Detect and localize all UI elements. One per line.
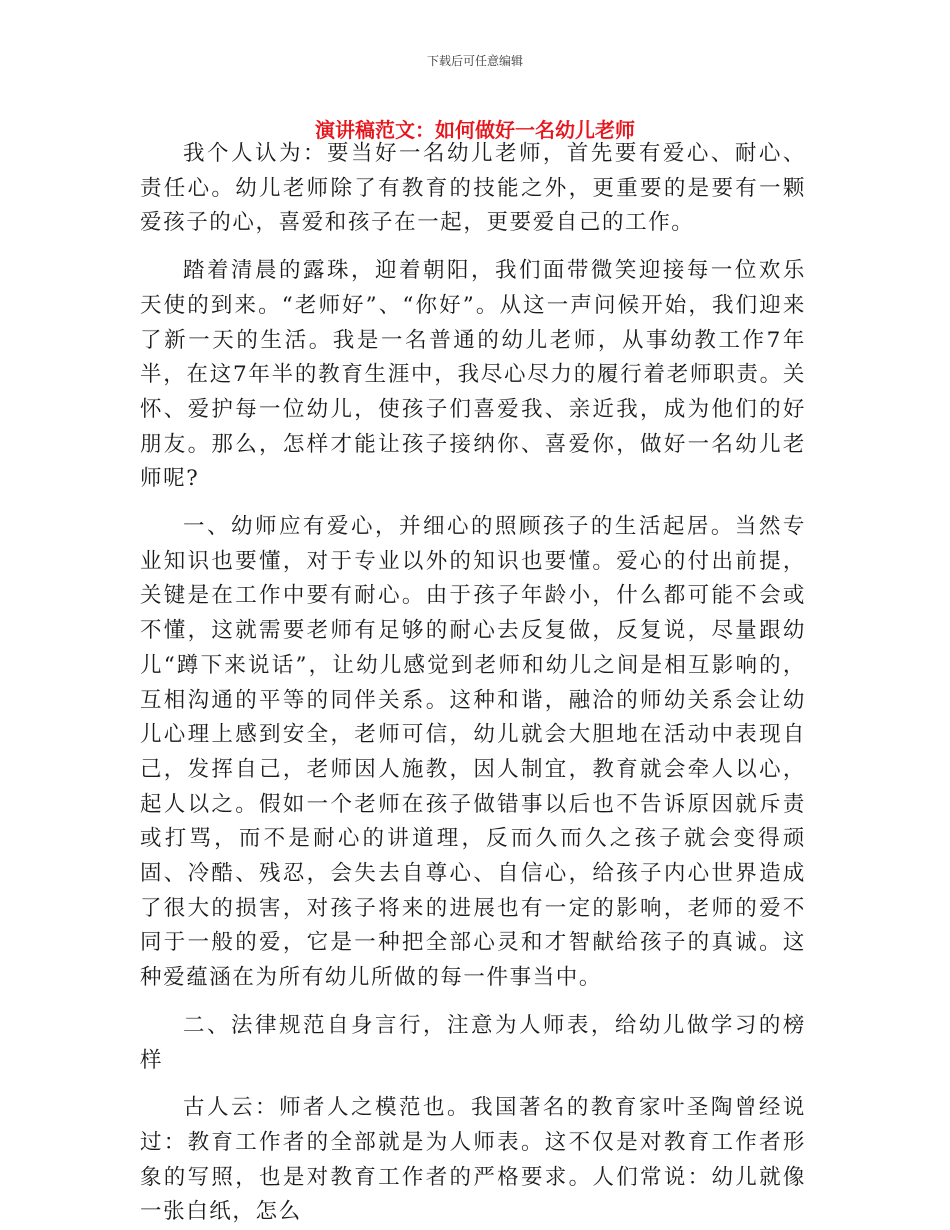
paragraph-3: 一、幼师应有爱心，并细心的照顾孩子的生活起居。当然专业知识也要懂，对于专业以外的知识也要懂。爱心的付出前提，关键是在工作中要有耐心。由于孩子年龄小，什么都可能不会或不懂，这就需要老师有足够的耐心去反复做，反复说，尽量跟幼儿“蹲下来说话”，让幼儿感觉到老师和幼儿之间是相互影响的，互相沟通的平等的同伴关系。这种和谐，融洽的师幼关系会让幼儿心理上感到安全，老师可信，幼儿就会大胆地在活动中表现自己，发挥自己，老师因人施教，因人制宜，教育就会牵人以心，起人以之。假如一个老师在孩子做错事以后也不告诉原因就斥责或打骂，而不是耐心的讲道理，反而久而久之孩子就会变得顽固、冷酷、残忍，会失去自尊心、自信心，给孩子内心世界造成了很大的损害，对孩子将来的进展也有一定的影响，老师的爱不同于一般的爱，它是一种把全部心灵和才智献给孩子的真诚。这种爱蕴涵在为所有幼儿所做的每一件事当中。 xyxy=(140,514,806,991)
paragraph-2: 踏着清晨的露珠，迎着朝阳，我们面带微笑迎接每一位欢乐天使的到来。“老师好”、“你好”。从这一声问候开始，我们迎来了新一天的生活。我是一名普通的幼儿老师，从事幼教工作7年半，在这7年半的教育生涯中，我尽心尽力的履行着老师职责。关怀、爱护每一位幼儿，使孩子们喜爱我、亲近我，成为他们的好朋友。那么，怎样才能让孩子接纳你、喜爱你，做好一名幼儿老师呢? xyxy=(140,258,806,492)
document-body xyxy=(140,137,806,1230)
paragraph-gap xyxy=(140,497,806,510)
paragraph-gap xyxy=(140,1078,806,1091)
page-header: 下载后可任意编辑 xyxy=(426,54,523,68)
paragraph-gap xyxy=(140,996,806,1009)
document-title: 演讲稿范文：如何做好一名幼儿老师 xyxy=(315,118,635,142)
paragraph-4: 古人云：师者人之模范也。我国著名的教育家叶圣陶曾经说过：教育工作者的全部就是为人师表。这不仅是对教育工作者形象的写照，也是对教育工作者的严格要求。人们常说：幼儿就像一张白纸，怎么 xyxy=(140,1095,806,1225)
section-heading-2: 二、法律规范自身言行，注意为人师表，给幼儿做学习的榜样 xyxy=(140,1012,806,1073)
paragraph-gap xyxy=(140,241,806,254)
paragraph-1: 我个人认为：要当好一名幼儿老师，首先要有爱心、耐心、责任心。幼儿老师除了有教育的技能之外，更重要的是要有一颗爱孩子的心，喜爱和孩子在一起，更要爱自己的工作。 xyxy=(140,141,806,236)
